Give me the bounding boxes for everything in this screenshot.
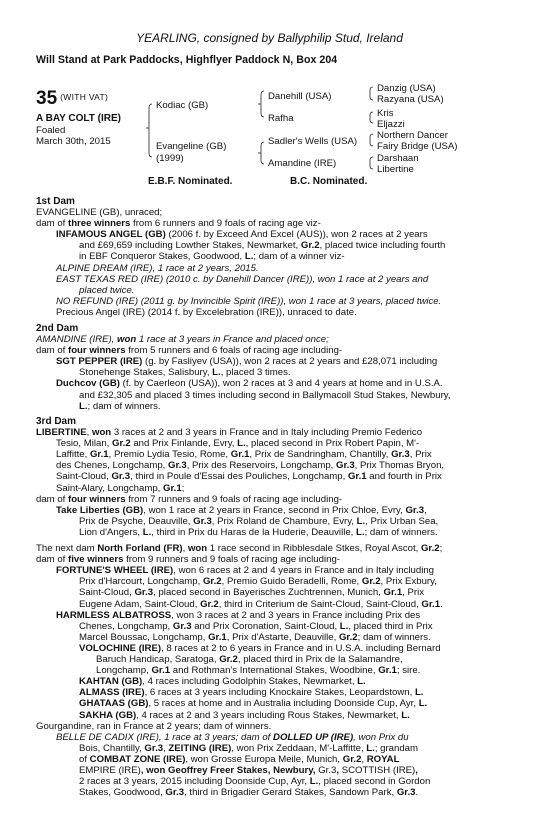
bold-segment: four winners — [68, 345, 126, 357]
text-segment: and Prix Finlande, Evry, — [130, 438, 238, 450]
text-line — [36, 334, 329, 345]
text-line — [56, 483, 184, 494]
text-line — [79, 516, 438, 527]
text-segment: , Prix d'Astarte, Deauville, — [226, 631, 339, 643]
text-segment: and £69,659 including Lowther Stakes, Newmarket, — [79, 240, 301, 252]
text-segment: ; — [181, 482, 185, 494]
text-segment: Baruch Handicap, Saratoga, — [96, 654, 220, 665]
text-segment: , won 1 race at 2 years in France, second in Prix Chloe, Evry, — [143, 504, 406, 516]
gen3-8: Libertine — [377, 164, 414, 175]
bold-segment: Gr.2 — [300, 240, 320, 252]
text-segment: SCOTTISH (IRE) — [341, 765, 416, 776]
bold-segment: Gr.1 — [421, 598, 441, 610]
text-segment: , placed 3 times. — [220, 367, 291, 379]
text-segment: , third in Poule d'Essai des Pouliches, Longchamp, — [130, 471, 348, 483]
bold-segment: VOLOCHINE (IRE) — [79, 642, 162, 654]
text-line — [79, 367, 291, 378]
bold-segment: L. — [237, 438, 246, 450]
text-segment: 1 race at 3 years in France and placed once; — [136, 334, 329, 345]
bold-segment: L. — [357, 676, 366, 688]
dam-dam: Amandine (IRE) — [268, 158, 337, 169]
text-line — [79, 676, 366, 687]
gen3-7: Darshaan — [377, 153, 419, 164]
bold-segment: Gr.2 — [338, 631, 358, 643]
text-line — [56, 732, 409, 743]
text-segment: , won Prix Zeddaan, M'-Laffitte, — [231, 742, 367, 754]
text-line — [79, 632, 431, 643]
text-segment: , Prix Roland de Chambure, Evry, — [211, 515, 357, 527]
text-line — [56, 307, 357, 318]
text-segment: and Prix Coronation, Saint-Cloud, — [191, 620, 340, 632]
text-segment: of — [79, 753, 90, 765]
text-line — [79, 251, 345, 262]
text-segment: , won 6 races at 2 and 4 years in France and in Italy including — [173, 565, 435, 577]
text-segment: Prix d'Harcourt, Longchamp, — [79, 576, 203, 588]
bold-segment: Gr.3 — [172, 620, 192, 632]
text-segment: 3 races at 2 and 3 years in France and in Italy including Premio Federico — [111, 427, 423, 438]
text-segment: BELLE DE CADIX (IRE), 1 race at 3 years; dam of — [56, 731, 274, 743]
bold-segment: Duchcov (GB) — [56, 378, 120, 390]
text-line — [36, 554, 340, 565]
foaled-label: Foaled — [36, 125, 66, 136]
bold-segment: SGT PEPPER (IRE) — [56, 356, 143, 368]
gen3-1: Danzig (USA) — [377, 83, 436, 94]
text-segment: NO REFUND (IRE) (2011 g. by Invincible Spirit (IRE)), won 1 race at 3 years, placed twice. — [56, 295, 442, 307]
text-line — [36, 494, 342, 505]
text-segment: ; grandam — [374, 742, 419, 754]
text-line — [79, 576, 437, 587]
bold-segment: FORTUNE'S WHEEL (IRE) — [56, 565, 174, 577]
text-segment: dam of — [36, 345, 68, 357]
bold-segment: Gr.1 — [347, 471, 367, 483]
text-line — [56, 229, 428, 240]
bold-segment: Gr.3 — [165, 787, 185, 799]
text-segment: Tesio, Milan, — [56, 438, 112, 450]
bold-segment: Gr.2 — [200, 598, 219, 610]
text-segment: , placed third in Prix de la Salamandre, — [237, 654, 403, 665]
text-segment: in EBF Conqueror Stakes, Goodwood, — [79, 251, 245, 263]
text-segment: The next dam — [36, 543, 98, 554]
bold-segment: L. — [244, 251, 254, 263]
text-line — [79, 765, 418, 776]
text-line — [79, 285, 134, 296]
text-segment: , 5 races at home and in Australia including Doonside Cup, Ayr, — [148, 698, 419, 710]
bold-segment: Gr.2 — [111, 438, 131, 450]
bold-segment: L. — [414, 687, 424, 699]
gen3-4: Eljazzi — [377, 119, 405, 130]
text-segment: , won Grosse Europa Meile, Munich, — [185, 753, 343, 765]
bold-segment: won — [117, 334, 137, 345]
bold-segment: Gr.2 — [420, 543, 440, 554]
text-segment: ; dam of winners. — [364, 526, 438, 538]
text-segment: ; dam of a winner viz- — [253, 251, 345, 263]
text-segment: EMPIRE (IRE) — [79, 765, 141, 776]
text-segment: , won 3 races at 2 and 3 years in France including Prix des — [171, 609, 421, 621]
text-segment: , — [424, 504, 427, 516]
lot-number-value: 35 — [36, 88, 58, 109]
text-line — [79, 710, 410, 721]
text-segment: Lion d'Angers, — [79, 526, 143, 538]
bold-segment: Gr.3 — [134, 587, 154, 599]
text-segment: and Rothman's International Stakes, Woodbine, — [170, 665, 379, 677]
gen3-6: Fairy Bridge (USA) — [377, 141, 458, 152]
text-line — [56, 438, 419, 449]
text-segment: Stakes, Goodwood, — [79, 787, 166, 799]
bold-segment: Gr.1 — [208, 631, 227, 643]
bold-segment: LIBERTINE — [36, 427, 87, 438]
text-line — [96, 654, 403, 665]
text-line — [36, 345, 342, 356]
bold-segment: Gr.1 — [378, 665, 397, 677]
bold-segment: L. — [212, 367, 221, 379]
text-segment: EAST TEXAS RED (IRE) (2010 c. by Danehill Dancer (IRE)), won 1 race at 2 years and — [56, 273, 429, 285]
text-segment: , placed twice including fourth — [319, 240, 446, 252]
text-segment: , placed third in Prix — [348, 620, 433, 632]
text-segment: ; sire. — [396, 665, 421, 677]
text-segment: , — [86, 427, 92, 438]
text-segment: , placed second in Bayerisches Zuchtrennen, Munich, — [153, 587, 384, 599]
text-segment: , third in Prix du Haras de la Huderie, Deauville, — [151, 526, 356, 538]
text-line — [79, 621, 433, 632]
gen3-3: Kris — [377, 108, 394, 119]
text-segment: Laffitte, — [56, 449, 90, 461]
text-segment: from 6 runners and 9 foals of racing age viz- — [130, 218, 321, 230]
text-segment: , Prix de Sandringham, Chantilly, — [249, 449, 392, 461]
sire-dam: Rafha — [268, 113, 294, 124]
text-segment: , 4 races at 2 and 3 years including Rous Stakes, Newmarket, — [136, 709, 402, 721]
bold-segment: L. — [309, 776, 319, 788]
text-line — [56, 356, 437, 367]
bold-segment: won — [187, 543, 208, 554]
text-line — [56, 565, 434, 576]
text-segment: , Prix — [409, 449, 432, 461]
text-segment: ALPINE DREAM (IRE), 1 race at 2 years, 2015. — [56, 262, 259, 274]
text-line — [79, 754, 399, 765]
text-segment: . — [415, 787, 419, 799]
bold-segment: ZEITING (IRE) — [168, 742, 232, 754]
text-line — [56, 296, 441, 307]
text-line — [79, 599, 443, 610]
text-segment: , Prix Thomas Bryon, — [354, 460, 445, 472]
text-segment: , — [163, 742, 169, 754]
bold-segment: Gr.1 — [383, 587, 403, 599]
text-segment: , Prix des Reservoirs, Longchamp, — [186, 460, 336, 472]
text-segment: , Premio Lydia Tesio, Rome, — [108, 449, 231, 461]
bold-segment: DOLLED UP (IRE) — [273, 731, 354, 743]
bc-nomination: B.C. Nominated. — [290, 176, 368, 187]
text-segment: dam of — [36, 554, 68, 566]
text-line — [36, 543, 442, 554]
bold-segment: Gr.2 — [342, 753, 362, 765]
text-segment: , Prix — [402, 587, 425, 599]
text-segment: placed twice. — [79, 284, 135, 296]
text-line — [56, 263, 259, 274]
text-segment: from 5 runners and 6 foals of racing age including- — [125, 345, 343, 357]
text-line — [36, 721, 271, 732]
text-segment: (f. by Caerleon (USA)), won 2 races at 3 and 4 years at home and in U.S.A. — [119, 378, 443, 390]
text-segment: AMANDINE (IRE), — [36, 334, 118, 345]
bold-segment: Take Liberties (GB) — [56, 504, 144, 516]
bold-segment: Gr.3 — [144, 742, 164, 754]
bold-segment: COMBAT ZONE (IRE) — [89, 753, 186, 765]
bold-segment: L. — [339, 620, 349, 632]
text-segment: Gourgandine, ran in France at 2 years; dam of winners. — [36, 720, 272, 732]
text-segment: Precious Angel (IRE) (2014 f. by Excelebration (IRE)), unraced to date. — [56, 306, 357, 318]
text-segment: , 4 races including Godolphin Stakes, Newmarket, — [142, 676, 358, 688]
text-line — [79, 527, 438, 538]
bold-segment: Gr.1 — [89, 449, 109, 461]
text-line — [36, 207, 162, 218]
bold-segment: Gr.3 — [396, 787, 416, 799]
location-line: Will Stand at Park Paddocks, Highflyer Paddock N, Box 204 — [36, 54, 338, 66]
text-segment: dam of — [36, 493, 68, 505]
bold-segment: four winners — [68, 493, 126, 505]
text-segment: EVANGELINE (GB), unraced; — [36, 207, 163, 218]
text-segment: , Prix Urban Sea, — [365, 515, 439, 527]
bold-segment: , — [336, 765, 342, 776]
text-segment: , won Prix du — [353, 731, 409, 743]
dam-year: (1999) — [156, 153, 184, 164]
text-line — [56, 460, 444, 471]
text-segment: , — [361, 753, 367, 765]
text-segment: Saint-Alary, Longchamp, — [56, 482, 164, 494]
text-line — [56, 471, 442, 482]
gen3-2: Razyana (USA) — [377, 94, 444, 105]
text-segment: ; dam of winners. — [87, 400, 161, 412]
text-line — [79, 643, 441, 654]
bold-segment: HARMLESS ALBATROSS — [56, 609, 172, 621]
bold-segment: Gr.3 — [336, 460, 355, 472]
text-segment: (g. by Fasliyev (USA)), won 2 races at 2 years and £28,071 including — [142, 356, 438, 368]
text-segment: Stonehenge Stakes, Salisbury, — [79, 367, 213, 379]
text-segment: des Chenes, Longchamp, — [56, 460, 169, 472]
bold-segment: INFAMOUS ANGEL (GB) — [56, 229, 166, 241]
text-line — [79, 743, 418, 754]
consignor-line: YEARLING, consigned by Ballyphilip Stud, Ireland — [136, 31, 403, 45]
text-segment: , third in Brigadier Gerard Stakes, Sandown Park, — [184, 787, 397, 799]
bold-segment: Gr.2 — [361, 576, 381, 588]
bold-segment: ROYAL — [366, 753, 400, 765]
third-dam-heading: 3rd Dam — [36, 416, 77, 427]
text-segment: , placed second in Prix Robert Papin, M'- — [245, 438, 420, 450]
bold-segment: Gr.3 — [391, 449, 410, 461]
text-segment: , — [182, 543, 188, 554]
text-segment: ; — [439, 543, 443, 554]
gen3-5: Northern Dancer — [377, 130, 448, 141]
text-segment: and £32,305 and placed 3 times including second in Ballymacoll Stud Stakes, Newbury, — [79, 389, 451, 401]
bold-segment: L. — [418, 698, 428, 710]
foaled-date: March 30th, 2015 — [36, 136, 111, 147]
bold-segment: L. — [356, 526, 365, 538]
text-line — [79, 240, 445, 251]
bold-segment: Gr.1 — [230, 449, 250, 461]
vat-note: (WITH VAT) — [60, 92, 109, 102]
text-segment: ; dam of winners. — [357, 631, 431, 643]
text-line — [56, 505, 427, 516]
bold-segment: Gr.2 — [202, 576, 222, 588]
bold-segment: L. — [401, 709, 410, 721]
text-segment: Prix de Psyche, Deauville, — [79, 515, 194, 527]
text-line — [56, 274, 428, 285]
bold-segment: , — [415, 765, 418, 776]
second-dam-heading: 2nd Dam — [36, 323, 79, 334]
bold-segment: Gr.1 — [151, 665, 171, 677]
bold-segment: five winners — [68, 554, 124, 566]
dam-sire: Sadler's Wells (USA) — [268, 136, 358, 147]
text-segment: Longchamp, — [96, 665, 152, 677]
text-line — [79, 787, 418, 798]
text-line — [79, 698, 427, 709]
text-line — [96, 665, 420, 676]
text-line — [56, 378, 443, 389]
bold-segment: KAHTAN (GB) — [79, 676, 143, 688]
bold-segment: L. — [366, 742, 375, 754]
text-segment: Bois, Chantilly, — [79, 742, 145, 754]
bold-segment: ALMASS (IRE) — [79, 687, 145, 699]
text-line — [36, 427, 422, 438]
bold-segment: Gr.2 — [219, 654, 238, 665]
first-dam-heading: 1st Dam — [36, 196, 75, 207]
text-segment: . — [440, 598, 443, 610]
text-line — [79, 687, 423, 698]
sire-sire: Danehill (USA) — [268, 91, 332, 102]
bold-segment: L. — [79, 400, 88, 412]
text-line — [79, 390, 451, 401]
bold-segment: Gr.1 — [163, 482, 182, 494]
text-line — [56, 449, 432, 460]
text-segment: from 7 runners and 9 foals of racing age including- — [125, 493, 343, 505]
text-segment: , third in Criterium de Saint-Cloud, Saint-Cloud, — [218, 598, 422, 610]
text-line — [56, 610, 420, 621]
ebf-nomination: E.B.F. Nominated. — [148, 176, 233, 187]
bold-segment: , won Geoffrey Freer Stakes, Newbury, — [140, 765, 319, 776]
text-segment: 2 races at 3 years, 2015 including Doonside Cup, Ayr, — [79, 776, 310, 788]
bold-segment: Gr.3 — [405, 504, 425, 516]
sire-name: Kodiac (GB) — [156, 100, 209, 111]
bold-segment: L. — [142, 526, 152, 538]
bold-segment: L. — [356, 515, 366, 527]
text-segment: , placed second in Gordon — [318, 776, 431, 788]
bold-segment: Gr.3 — [168, 460, 187, 472]
bold-segment: SAKHA (GB) — [79, 709, 137, 721]
text-line — [79, 401, 161, 412]
bold-segment: won — [91, 427, 112, 438]
text-line — [79, 776, 430, 787]
bold-segment: three winners — [68, 218, 131, 230]
text-segment: Saint-Cloud, — [79, 587, 135, 599]
text-segment: , 8 races at 2 to 6 years in France and in U.S.A. including Bernard — [161, 642, 441, 654]
text-segment: dam of — [36, 218, 68, 230]
text-segment: 1 race second in Ribblesdale Stkes, Royal Ascot, — [207, 543, 421, 554]
text-line — [79, 587, 424, 598]
text-segment: Marcel Boussac, Longchamp, — [79, 631, 209, 643]
text-segment: , 6 races at 3 years including Knockaire Stakes, Leopardstown, — [144, 687, 415, 699]
text-segment: Saint-Cloud, — [56, 471, 112, 483]
horse-name: A BAY COLT (IRE) — [36, 113, 122, 124]
text-segment: and fourth in Prix — [366, 471, 442, 483]
text-segment: (2006 f. by Exceed And Excel (AUS)), won 2 races at 2 years — [165, 229, 428, 241]
text-segment: , Premio Guido Beradelli, Rome, — [221, 576, 362, 588]
bold-segment: GHATAAS (GB) — [79, 698, 149, 710]
text-line — [36, 218, 321, 229]
text-segment: , Prix Exbury, — [380, 576, 437, 588]
bold-segment: North Forland (FR) — [97, 543, 183, 554]
text-segment: Gr.3 — [318, 765, 337, 776]
text-segment: from 9 runners and 9 foals of racing age including- — [123, 554, 340, 566]
bold-segment: Gr.3 — [111, 471, 131, 483]
bold-segment: Gr.3 — [193, 515, 212, 527]
dam-name: Evangeline (GB) — [156, 141, 227, 152]
text-segment: Chenes, Longchamp, — [79, 620, 173, 632]
text-segment: Eugene Adam, Saint-Cloud, — [79, 598, 201, 610]
